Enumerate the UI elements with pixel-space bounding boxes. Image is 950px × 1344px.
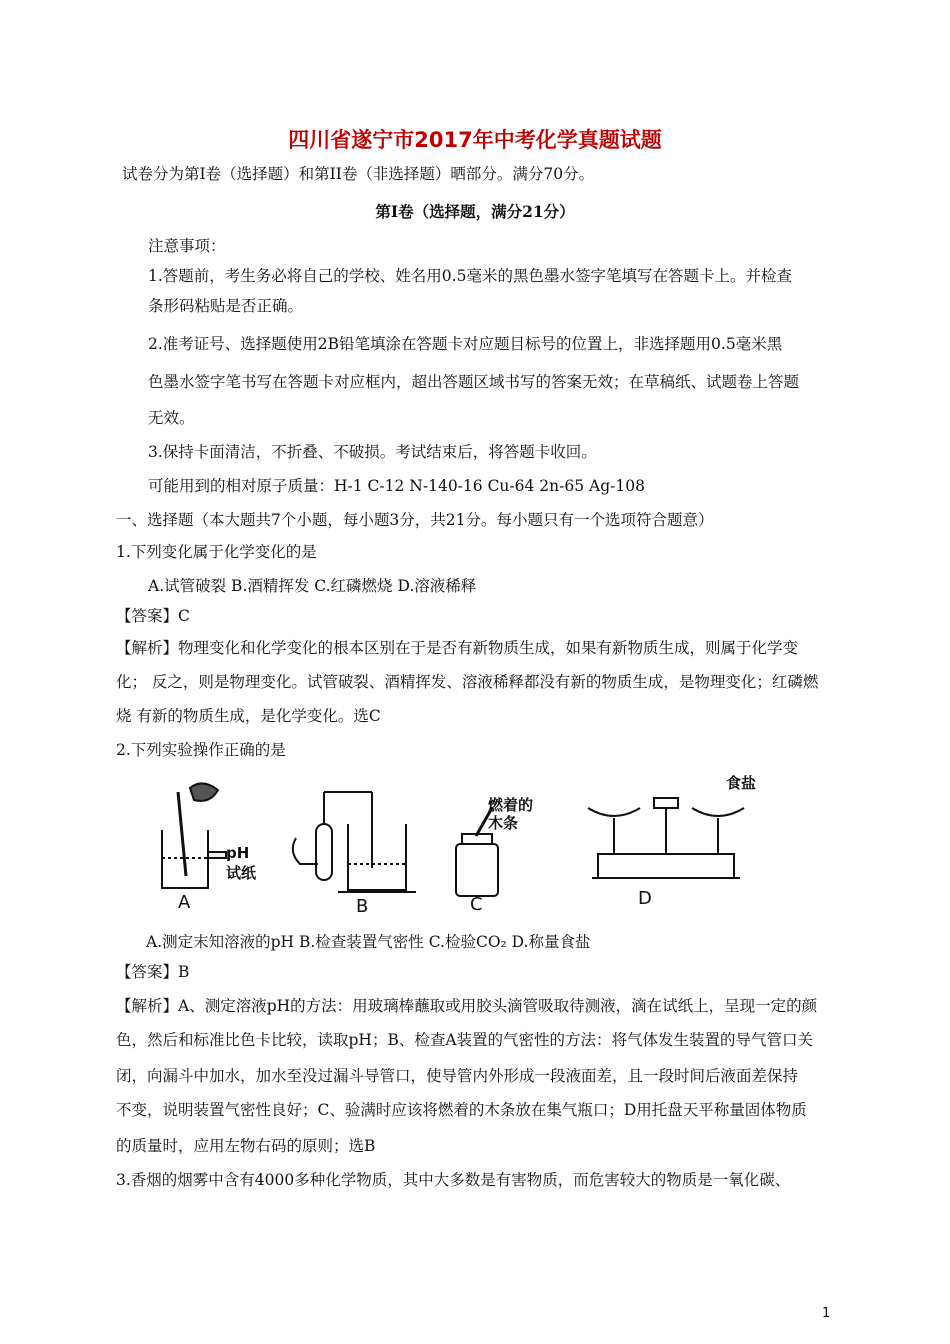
question-1-analysis-line-2: 化； 反之，则是物理变化。试管破裂、酒精挥发、溶液稀释都没有新的物质生成，是物理变化；红磷燃 xyxy=(116,673,819,691)
question-2-answer: 【答案】B xyxy=(116,963,190,981)
question-1-analysis-line-3: 烧 有新的物质生成，是化学变化。选C xyxy=(116,707,381,725)
lab-operations-figure xyxy=(140,768,780,918)
figure-label-a: A xyxy=(178,892,191,913)
lab-figure-drawing xyxy=(140,768,780,918)
part-1-heading: 一、选择题（本大题共7个小题，每小题3分，共21分。每小题只有一个选项符合题意） xyxy=(116,511,714,529)
glass-rod xyxy=(178,792,186,876)
ph-paper xyxy=(208,852,226,858)
hand-a xyxy=(190,783,218,800)
note-2-line-1: 2.准考证号、选择题使用2B铅笔填涂在答题卡对应题目标号的位置上，非选择题用0.5毫米黑 xyxy=(148,335,783,353)
question-1-stem: 1.下列变化属于化学变化的是 xyxy=(116,543,317,561)
figure-label-b: B xyxy=(356,896,369,917)
question-2-analysis-line-5: 的质量时，应用左物右码的原则；选B xyxy=(116,1137,376,1155)
stick-label-line-1: 燃着的 xyxy=(488,796,534,814)
question-1-options: A.试管破裂 B.酒精挥发 C.红磷燃烧 D.溶液稀释 xyxy=(148,577,477,595)
question-2-analysis-line-3: 闭，向漏斗中加水，加水至没过漏斗导管口，使导管内外形成一段液面差，且一段时间后液面差保持 xyxy=(116,1067,799,1085)
balance-base xyxy=(598,854,734,878)
salt-label: 食盐 xyxy=(726,774,757,792)
question-3-stem: 3.香烟的烟雾中含有4000多种化学物质，其中大多数是有害物质，而危害较大的物质是一氧化碳、 xyxy=(116,1171,791,1189)
question-2-analysis-line-1: 【解析】A、测定溶液pH的方法：用玻璃棒蘸取或用胶头滴管吸取待测液，滴在试纸上，呈现一定的颜 xyxy=(116,997,818,1015)
page-title: 四川省遂宁市2017年中考化学真题试题 xyxy=(288,128,662,152)
notes-heading: 注意事项： xyxy=(148,237,226,255)
left-pan xyxy=(588,808,640,816)
note-3: 3.保持卡面清洁，不折叠、不破损。考试结束后，将答题卡收回。 xyxy=(148,443,597,461)
figure-label-d: D xyxy=(638,888,652,909)
note-1-line-1: 1.答题前，考生务必将自己的学校、姓名用0.5毫米的黑色墨水签字笔填写在答题卡上。并检查 xyxy=(148,267,792,285)
note-2-line-3: 无效。 xyxy=(148,409,195,427)
figure-label-c: C xyxy=(470,894,483,915)
hand-b xyxy=(293,838,318,864)
atomic-mass-line: 可能用到的相对原子质量：H-1 C-12 N-140-16 Cu-64 2n-65 Ag-108 xyxy=(148,477,645,495)
stick-label-line-2: 木条 xyxy=(488,814,519,832)
intro-text: 试卷分为第I卷（选择题）和第II卷（非选择题）晒部分。满分70分。 xyxy=(122,165,595,183)
question-2-analysis-line-2: 色，然后和标准比色卡比较，读取pH；B、检查A装置的气密性的方法：将气体发生装置的导气管口关 xyxy=(116,1031,814,1049)
question-1-analysis-line-1: 【解析】物理变化和化学变化的根本区别在于是否有新物质生成，如果有新物质生成，则属于化学变 xyxy=(116,639,799,657)
test-tube-b xyxy=(316,824,332,880)
question-2-analysis-line-4: 不变，说明装置气密性良好；C、验满时应该将燃着的木条放在集气瓶口；D用托盘天平称量固体物质 xyxy=(116,1101,807,1119)
right-pan xyxy=(692,808,744,816)
question-1-answer: 【答案】C xyxy=(116,607,190,625)
section-heading: 第I卷（选择题，满分21分） xyxy=(375,202,575,221)
note-1-line-2: 条形码粘贴是否正确。 xyxy=(148,297,304,315)
ph-label-line-1: pH xyxy=(226,844,250,862)
question-2-stem: 2.下列实验操作正确的是 xyxy=(116,741,286,759)
beaker-b xyxy=(348,824,406,890)
question-2-options: A.测定末知溶液的pH B.检查装置气密性 C.检验CO₂ D.称量食盐 xyxy=(146,933,591,951)
page-number: 1 xyxy=(822,1306,831,1321)
gas-jar xyxy=(456,844,498,896)
note-2-line-2: 色墨水签字笔书写在答题卡对应框内，超出答题区域书写的答案无效；在草稿纸、试题卷上答题 xyxy=(148,373,800,391)
ph-label-line-2: 试纸 xyxy=(226,864,257,882)
